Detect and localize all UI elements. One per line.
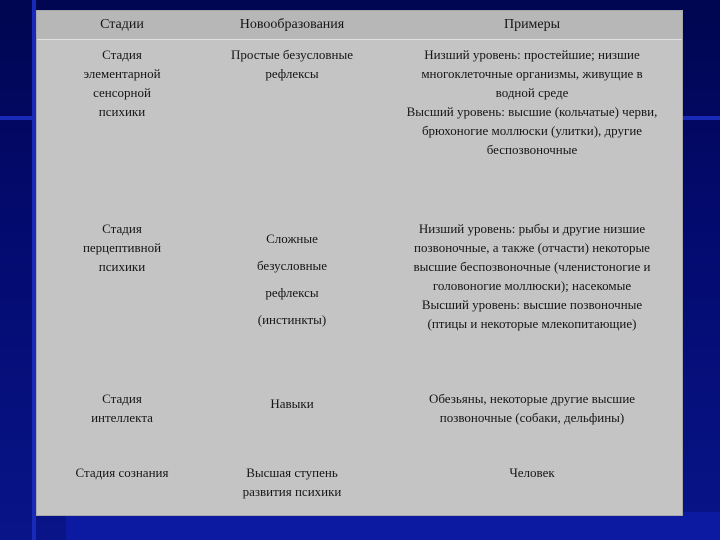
formation-line: Высшая ступень xyxy=(246,465,338,480)
examples-line: (птицы и некоторые млекопитающие) xyxy=(427,316,637,331)
stage-line: интеллекта xyxy=(91,410,153,425)
stage-cell xyxy=(47,389,197,427)
table-row xyxy=(37,219,682,387)
formation-line: рефлексы xyxy=(265,285,319,300)
formation-line: Сложные xyxy=(266,231,318,246)
formation-cell xyxy=(197,394,387,413)
formation-line: рефлексы xyxy=(265,66,319,81)
examples-line: Высший уровень: высшие (кольчатые) черви, xyxy=(406,104,658,119)
formation-cell xyxy=(197,45,387,83)
stage-line: психики xyxy=(98,259,146,274)
stage-line: психики xyxy=(98,104,146,119)
examples-line: Низший уровень: простейшие; низшие xyxy=(424,47,640,62)
formation-line: Навыки xyxy=(270,396,314,411)
stage-line: элементарной xyxy=(83,66,161,81)
stage-line: Стадия xyxy=(102,47,142,62)
examples-line: Человек xyxy=(509,465,555,480)
table-row xyxy=(37,389,682,459)
header-formations: Новообразования xyxy=(239,17,345,32)
stages-table xyxy=(36,10,683,516)
examples-cell xyxy=(387,219,677,333)
stage-line: перцептивной xyxy=(82,240,162,255)
stage-line: Стадия xyxy=(102,391,142,406)
stage-line: сенсорной xyxy=(93,85,151,100)
examples-line: позвоночные (собаки, дельфины) xyxy=(439,410,625,425)
examples-line: водной среде xyxy=(495,85,569,100)
table-header-row xyxy=(37,11,682,40)
formation-line: (инстинкты) xyxy=(257,312,327,327)
examples-cell xyxy=(387,463,677,482)
decor-bottom-block xyxy=(66,512,720,540)
examples-line: брюхоногие моллюски (улитки), другие xyxy=(421,123,643,138)
header-stages: Стадии xyxy=(100,17,144,32)
stage-cell xyxy=(47,45,197,121)
formation-cell xyxy=(197,225,387,333)
formation-cell xyxy=(197,463,387,501)
examples-cell xyxy=(387,389,677,427)
examples-line: многоклеточные организмы, живущие в xyxy=(421,66,643,81)
stage-cell xyxy=(47,219,197,276)
formation-line: развития психики xyxy=(242,484,342,499)
examples-line: высшие беспозвоночные (членистоногие и xyxy=(413,259,651,274)
stage-line: Стадия xyxy=(102,221,142,236)
examples-cell xyxy=(387,45,677,159)
stage-line: Стадия сознания xyxy=(75,465,169,480)
table-row xyxy=(37,45,682,215)
formation-line: Простые безусловные xyxy=(230,47,353,62)
examples-line: позвоночные, а также (отчасти) некоторые xyxy=(414,240,650,255)
examples-line: Низший уровень: рыбы и другие низшие xyxy=(418,221,646,236)
examples-line: Высший уровень: высшие позвоночные xyxy=(421,297,643,312)
stage-cell xyxy=(47,463,197,482)
header-examples: Примеры xyxy=(503,17,561,32)
examples-line: головоногие моллюски); насекомые xyxy=(432,278,632,293)
examples-line: Обезьяны, некоторые другие высшие xyxy=(428,391,636,406)
formation-line: безусловные xyxy=(256,258,328,273)
table-row xyxy=(37,463,682,515)
examples-line: беспозвоночные xyxy=(486,142,578,157)
